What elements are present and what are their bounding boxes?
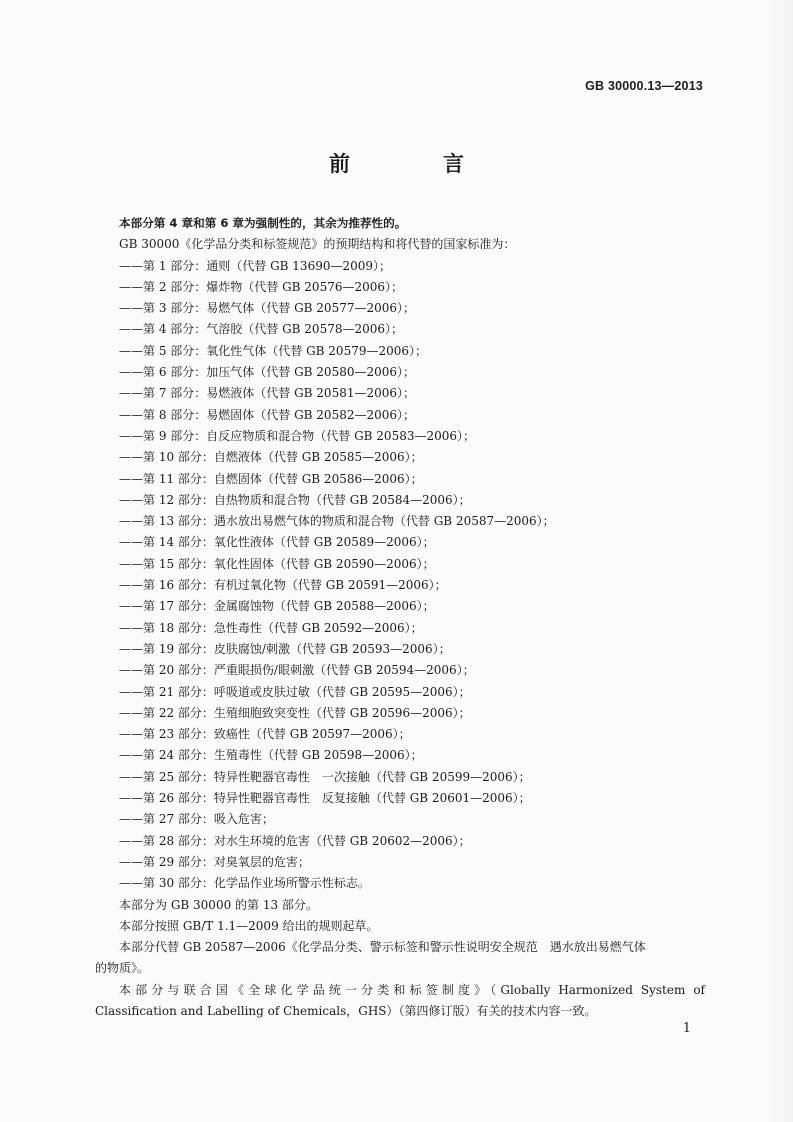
- part-list-item: ——第 17 部分：金属腐蚀物（代替 GB 20588—2006）；: [119, 599, 435, 614]
- part-list-item: ——第 11 部分：自燃固体（代替 GB 20586—2006）；: [119, 471, 423, 486]
- part-list-item: ——第 22 部分：生殖细胞致突变性（代替 GB 20596—2006）；: [119, 705, 471, 720]
- replaces-statement-line-2: 的物质》。: [95, 961, 150, 976]
- standard-code: GB 30000.13—2013: [585, 79, 703, 93]
- part-list-item: ——第 2 部分：爆炸物（代替 GB 20576—2006）；: [119, 279, 404, 294]
- mandatory-statement: 本部分第 4 章和第 6 章为强制性的，其余为推荐性的。: [119, 216, 407, 230]
- replaces-statement-line-1: 本部分代替 GB 20587—2006《化学品分类、警示标签和警示性说明安全规范 遇水放出易燃气体: [119, 940, 646, 955]
- part-list-item: ——第 26 部分：特异性靶器官毒性 反复接触（代替 GB 20601—2006）；: [119, 791, 531, 806]
- part-of-statement: 本部分为 GB 30000 的第 13 部分。: [119, 897, 318, 912]
- part-list-item: ——第 7 部分：易燃液体（代替 GB 20581—2006）；: [119, 386, 416, 401]
- part-list-item: ——第 6 部分：加压气体（代替 GB 20580—2006）；: [119, 365, 416, 380]
- part-list-item: ——第 13 部分：遇水放出易燃气体的物质和混合物（代替 GB 20587—2006）；: [119, 514, 555, 529]
- part-list-item: ——第 21 部分：呼吸道或皮肤过敏（代替 GB 20595—2006）；: [119, 684, 471, 699]
- part-list-item: ——第 1 部分：通则（代替 GB 13690—2009）；: [119, 258, 392, 273]
- part-list-item: ——第 28 部分：对水生环境的危害（代替 GB 20602—2006）；: [119, 833, 471, 848]
- part-list-item: ——第 24 部分：生殖毒性（代替 GB 20598—2006）；: [119, 748, 423, 763]
- part-list-item: ——第 23 部分：致癌性（代替 GB 20597—2006）；: [119, 727, 411, 742]
- part-list-item: ——第 27 部分：吸入危害；: [119, 812, 274, 827]
- part-list-item: ——第 4 部分：气溶胶（代替 GB 20578—2006）；: [119, 322, 404, 337]
- parts-list: [0, 256, 793, 895]
- part-list-item: ——第 29 部分：对臭氧层的危害；: [119, 854, 310, 869]
- structure-statement: GB 30000《化学品分类和标签规范》的预期结构和将代替的国家标准为：: [119, 237, 516, 252]
- page-title: 前 言: [329, 152, 500, 176]
- page-number: 1: [682, 1021, 691, 1036]
- part-list-item: ——第 3 部分：易燃气体（代替 GB 20577—2006）；: [119, 301, 416, 316]
- part-list-item: ——第 20 部分：严重眼损伤/眼刺激（代替 GB 20594—2006）；: [119, 663, 475, 678]
- part-list-item: ——第 8 部分：易燃固体（代替 GB 20582—2006）；: [119, 407, 416, 422]
- part-list-item: ——第 30 部分：化学品作业场所警示性标志。: [119, 876, 370, 891]
- part-list-item: ——第 15 部分：氧化性固体（代替 GB 20590—2006）；: [119, 556, 435, 571]
- part-list-item: ——第 16 部分：有机过氧化物（代替 GB 20591—2006）；: [119, 578, 447, 593]
- part-list-item: ——第 19 部分：皮肤腐蚀/刺激（代替 GB 20593—2006）；: [119, 641, 451, 656]
- part-list-item: ——第 9 部分：自反应物质和混合物（代替 GB 20583—2006）；: [119, 428, 476, 443]
- ghs-statement-text-1: 本部分与联合国《全球化学品统一分类和标签制度》（Globally Harmonized System of: [119, 982, 705, 997]
- ghs-statement-line-1: [0, 980, 793, 1001]
- part-list-item: ——第 10 部分：自燃液体（代替 GB 20585—2006）；: [119, 450, 423, 465]
- part-list-item: ——第 18 部分：急性毒性（代替 GB 20592—2006）；: [119, 620, 423, 635]
- part-list-item: ——第 25 部分：特异性靶器官毒性 一次接触（代替 GB 20599—2006）；: [119, 769, 531, 784]
- drafting-rule-statement: 本部分按照 GB/T 1.1—2009 给出的规则起草。: [119, 918, 379, 933]
- ghs-statement-line-2: Classification and Labelling of Chemicals，GHS）（第四修订版）有关的技术内容一致。: [95, 1003, 597, 1018]
- foreword-body: [0, 213, 793, 1022]
- part-list-item: ——第 14 部分：氧化性液体（代替 GB 20589—2006）；: [119, 535, 435, 550]
- part-list-item: ——第 5 部分：氧化性气体（代替 GB 20579—2006）；: [119, 343, 428, 358]
- part-list-item: ——第 12 部分：自热物质和混合物（代替 GB 20584—2006）；: [119, 492, 471, 507]
